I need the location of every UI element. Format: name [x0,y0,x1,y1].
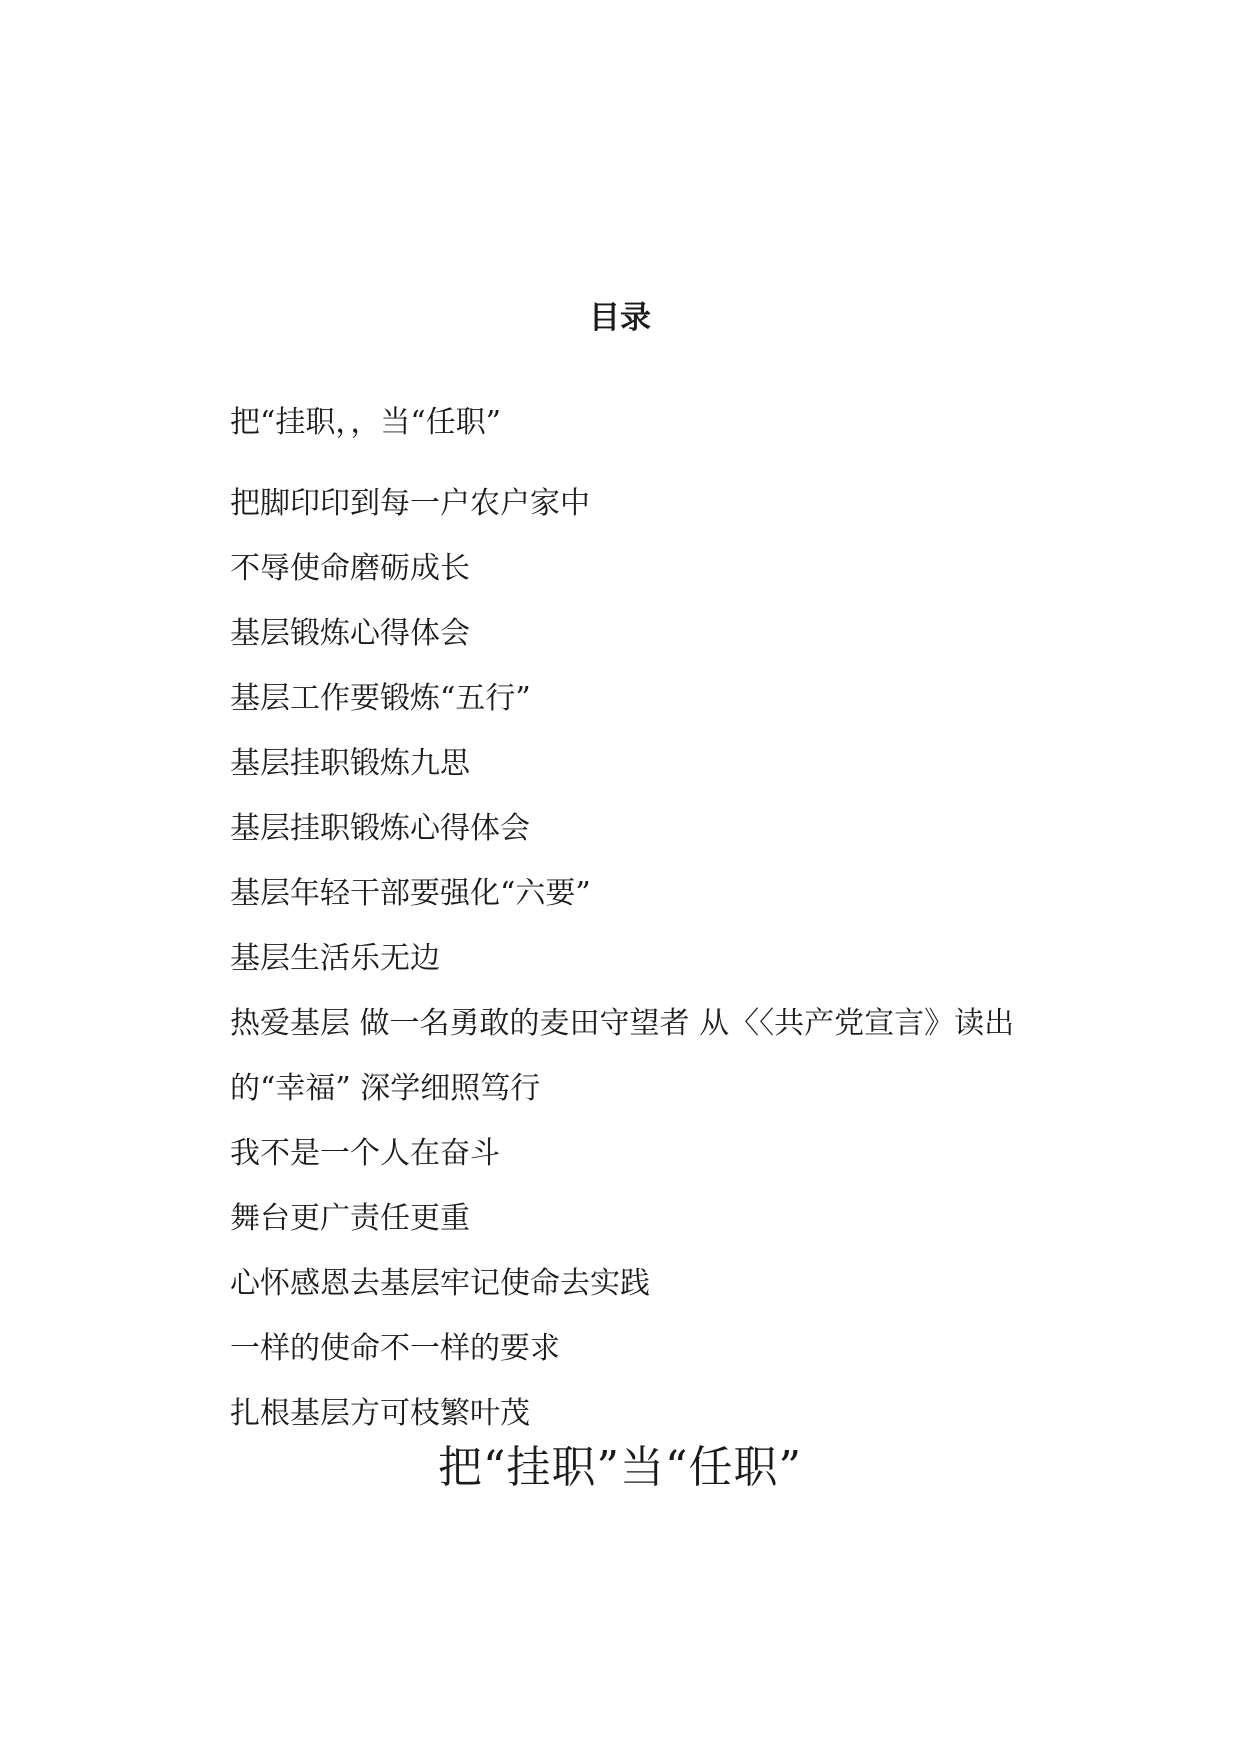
toc-item[interactable]: 基层挂职锻炼心得体会 [230,811,530,846]
document-heading: 把“挂职”当“任职” [438,1442,802,1493]
toc-item[interactable]: 把“挂职，，当“任职” [230,405,502,440]
toc-item[interactable]: 心怀感恩去基层牢记使命去实践 [230,1266,650,1301]
toc-item[interactable]: 的“幸福” 深学细照笃行 [230,1071,541,1106]
toc-item[interactable]: 基层生活乐无边 [230,941,440,976]
toc-list [230,403,1090,1434]
toc-item[interactable]: 我不是一个人在奋斗 [230,1136,500,1171]
toc-item[interactable]: 舞台更广责任更重 [230,1201,470,1236]
toc-item[interactable]: 把脚印印到每一户农户家中 [230,486,590,521]
toc-item[interactable]: 不辱使命磨砺成长 [230,551,470,586]
toc-item[interactable]: 基层年轻干部要强化“六要” [230,876,591,911]
toc-title: 目录 [589,300,651,336]
toc-item[interactable]: 基层锻炼心得体会 [230,616,470,651]
toc-item[interactable]: 扎根基层方可枝繁叶茂 [230,1396,530,1431]
toc-item[interactable]: 一样的使命不一样的要求 [230,1331,560,1366]
toc-item[interactable]: 基层挂职锻炼九思 [230,746,470,781]
toc-item[interactable]: 热爱基层 做一名勇敢的麦田守望者 从〈〈共产党宣言》读出 [230,1006,1015,1041]
toc-item[interactable]: 基层工作要锻炼“五行” [230,681,531,716]
